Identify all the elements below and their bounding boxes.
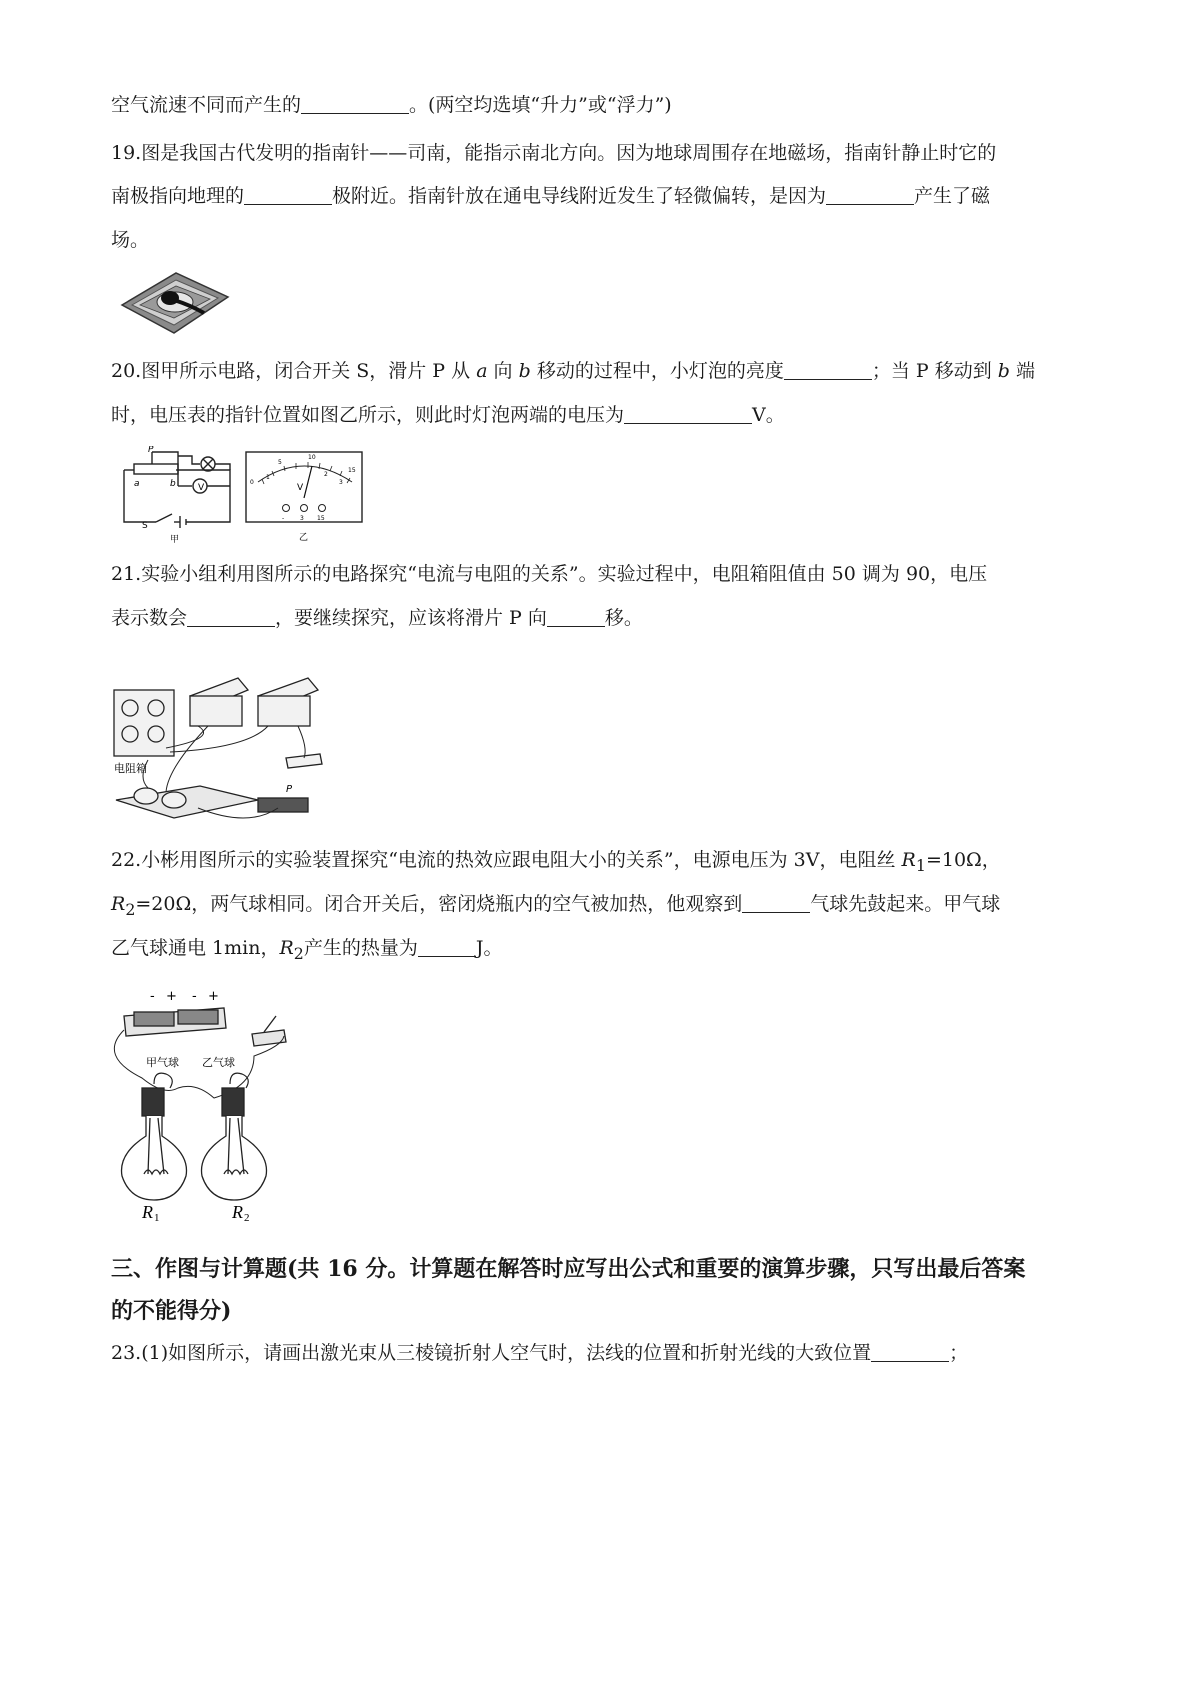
q22-text-e: 乙气球通电 1min， <box>111 937 280 959</box>
slider-p-label: P <box>286 784 293 795</box>
q21-line1: 21.实验小组利用图所示的电路探究“电流与电阻的关系”。实验过程中，电阻箱阻值由 50 调为 90，电压 <box>111 563 988 585</box>
q22-line2 <box>111 890 1000 924</box>
q20-line1 <box>111 357 1035 385</box>
dial-tick-5: 5 <box>278 459 282 466</box>
circuit-p-label: P <box>148 446 154 455</box>
q19-text-b: 极附近。指南针放在通电导线附近发生了轻微偏转，是因为 <box>332 185 827 207</box>
compass-sinan-figure <box>118 265 230 337</box>
section3-heading-line1: 三、作图与计算题(共 16 分。计算题在解答时应写出公式和重要的演算步骤，只写出最后答案 <box>111 1256 1026 1282</box>
q22-r2: R <box>111 893 126 915</box>
q20-text-g: V。 <box>752 404 785 426</box>
q22-text-a: 22.小彬用图所示的实验装置探究“电流的热效应跟电阻大小的关系”，电源电压为 3V，电阻丝 <box>111 849 902 871</box>
q19-line3: 场。 <box>111 229 150 251</box>
q21-text-a: 表示数会 <box>111 607 188 629</box>
q23-text: 23.(1)如图所示，请画出激光束从三棱镜折射人空气时，法线的位置和折射光线的大致位置 <box>111 1342 872 1364</box>
q19-line2 <box>111 182 990 210</box>
voltmeter-yi <box>246 452 362 543</box>
q18-tail-line <box>111 91 672 119</box>
sign-3: - <box>192 989 197 1004</box>
q20-text-b: 向 <box>487 360 519 382</box>
dial-tick-3: 3 <box>339 479 343 486</box>
circuit-jia <box>124 452 230 528</box>
q20-var-b2: b <box>997 360 1010 382</box>
q23-line <box>111 1339 968 1367</box>
q22-text-b: =10Ω， <box>925 849 1001 871</box>
q21-line2 <box>111 604 643 632</box>
q19-blank-1[interactable] <box>244 184 332 205</box>
q22-line1 <box>111 846 1001 880</box>
q20-blank-1[interactable] <box>784 359 872 380</box>
q21-text-c: 移。 <box>604 607 643 629</box>
q21-blank-2[interactable] <box>547 606 605 627</box>
q22-text-g: J。 <box>475 937 503 959</box>
resistance-box-label: 电阻箱 <box>114 762 147 775</box>
circuit-b-label: b <box>170 479 176 489</box>
label-yi: 乙 <box>299 533 309 543</box>
dial-tick-1: 1 <box>266 474 270 481</box>
circuit-s-label: S <box>142 521 148 531</box>
section3-heading-line2: 的不能得分) <box>111 1298 232 1324</box>
dial-tick-10: 10 <box>308 454 316 461</box>
q20-figures <box>112 446 372 546</box>
q20-text-d: ；当 P 移动到 <box>871 360 998 382</box>
q22-r1: R <box>901 849 916 871</box>
flask-r1-sub: 1 <box>154 1212 160 1221</box>
q22-r2b: R <box>279 937 294 959</box>
q20-line2 <box>111 401 785 429</box>
q21-apparatus-figure <box>108 668 338 828</box>
q22-line3 <box>111 934 503 968</box>
flask-r1-label: R <box>142 1202 153 1221</box>
q20-text-a: 20.图甲所示电路，闭合开关 S，滑片 P 从 <box>111 360 477 382</box>
q18-end: 。(两空均选填“升力”或“浮力”) <box>409 94 672 116</box>
q22-r2-sub: 2 <box>125 899 136 919</box>
dial-tick-0: 0 <box>250 479 254 486</box>
q22-blank-1[interactable] <box>742 892 810 913</box>
term-minus: - <box>282 515 285 522</box>
sign-1: - <box>150 989 155 1004</box>
q20-text-f: 时，电压表的指针位置如图乙所示，则此时灯泡两端的电压为 <box>111 404 625 426</box>
q20-var-b: b <box>518 360 531 382</box>
flask-r2-label: R <box>232 1202 243 1221</box>
q21-blank-1[interactable] <box>187 606 275 627</box>
q20-blank-2[interactable] <box>624 403 752 424</box>
q23-end: ； <box>949 1342 969 1364</box>
term-15: 15 <box>317 515 325 522</box>
term-3: 3 <box>300 515 304 522</box>
q22-blank-2[interactable] <box>418 936 476 957</box>
q19-blank-2[interactable] <box>826 184 914 205</box>
q21-text-b: ，要继续探究，应该将滑片 P 向 <box>275 607 547 629</box>
sign-2: + <box>166 989 177 1004</box>
q23-blank[interactable] <box>871 1341 949 1362</box>
q22-flask-figure <box>104 986 304 1221</box>
q22-text-c: =20Ω，两气球相同。闭合开关后，密闭烧瓶内的空气被加热，他观察到 <box>135 893 743 915</box>
q22-text-f: 产生的热量为 <box>303 937 418 959</box>
q22-r1-sub: 1 <box>915 855 926 875</box>
circuit-a-label: a <box>134 479 140 489</box>
q18-text: 空气流速不同而产生的 <box>111 94 302 116</box>
q20-var-a: a <box>476 360 488 382</box>
dial-tick-15: 15 <box>348 467 356 474</box>
circuit-v-label: V <box>198 483 205 493</box>
flask-r2-sub: 2 <box>244 1212 250 1221</box>
dial-v-label: V <box>297 483 304 493</box>
sign-4: + <box>208 989 219 1004</box>
label-jia: 甲 <box>170 535 180 545</box>
dial-tick-2: 2 <box>324 471 328 478</box>
q20-text-e: 端 <box>1009 360 1035 382</box>
q19-text-a: 南极指向地理的 <box>111 185 245 207</box>
q18-answer-blank[interactable] <box>301 93 409 114</box>
q19-line1: 19.图是我国古代发明的指南针——司南，能指示南北方向。因为地球周围存在地磁场，指南针静止时它的 <box>111 142 997 164</box>
q22-text-d: 气球先鼓起来。甲气球 <box>810 893 1001 915</box>
q20-text-c: 移动的过程中，小灯泡的亮度 <box>530 360 784 382</box>
balloon-b-label: 乙气球 <box>202 1056 235 1069</box>
balloon-a-label: 甲气球 <box>146 1056 179 1069</box>
q22-r2b-sub: 2 <box>293 943 304 963</box>
q19-text-c: 产生了磁 <box>914 185 991 207</box>
